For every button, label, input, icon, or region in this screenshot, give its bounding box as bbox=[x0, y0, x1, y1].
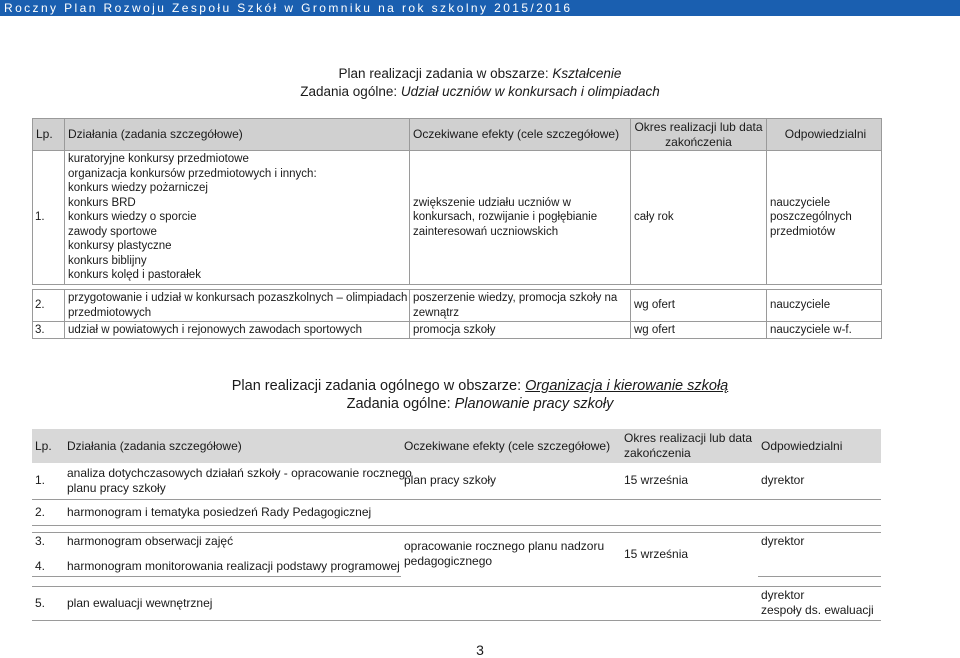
table-header-row bbox=[32, 429, 881, 463]
col-header-responsible: Odpowiedzialni bbox=[758, 429, 881, 463]
row-responsible: dyrektor bbox=[761, 473, 805, 488]
table-header-row bbox=[33, 119, 882, 151]
row-period: cały rok bbox=[631, 151, 767, 285]
row-responsible: nauczyciele bbox=[767, 290, 882, 322]
section2-subtitle: Zadania ogólne: Planowanie pracy szkoły bbox=[346, 396, 614, 412]
col-header-responsible: Odpowiedzialni bbox=[767, 119, 882, 151]
table-row bbox=[32, 463, 881, 499]
table-row bbox=[32, 532, 881, 550]
col-header-lp: Lp. bbox=[32, 429, 64, 463]
col-header-effects: Oczekiwane efekty (cele szczegółowe) bbox=[410, 119, 631, 151]
table-row bbox=[33, 151, 882, 285]
col-header-lp: Lp. bbox=[33, 119, 65, 151]
row-actions: harmonogram i tematyka posiedzeń Rady Pedagogicznej bbox=[64, 499, 881, 525]
row-period: wg ofert bbox=[631, 290, 767, 322]
section2-title: Plan realizacji zadania ogólnego w obszarze: Organizacja i kierowanie szkołą bbox=[231, 378, 729, 394]
row-period: 15 września bbox=[621, 532, 758, 576]
section2-table bbox=[32, 429, 881, 621]
row-effects: promocja szkoły bbox=[410, 322, 631, 339]
row-lp: 3. bbox=[32, 532, 64, 550]
section1-subtitle: Zadania ogólne: Udział uczniów w konkursach i olimpiadach bbox=[300, 84, 660, 99]
row-actions bbox=[65, 151, 410, 285]
list-item: konkurs BRD bbox=[68, 196, 136, 209]
list-item: konkurs wiedzy pożarniczej bbox=[68, 182, 208, 195]
table-row bbox=[33, 322, 882, 339]
list-item: konkurs biblijny bbox=[68, 254, 147, 267]
row-lp: 4. bbox=[32, 558, 64, 576]
row-lp: 2. bbox=[32, 499, 64, 525]
row-lp: 2. bbox=[33, 290, 65, 322]
row-lp: 5. bbox=[32, 586, 64, 620]
row-responsible: dyrektor zespoły ds. ewaluacji bbox=[758, 586, 881, 620]
row-period: 15 września bbox=[624, 473, 689, 488]
row-lp: 1. bbox=[33, 151, 65, 285]
list-item: zawody sportowe bbox=[68, 225, 157, 238]
section1-table bbox=[32, 118, 882, 339]
row-responsible: nauczyciele w-f. bbox=[767, 322, 882, 339]
list-item: organizacja konkursów przedmiotowych i innych: bbox=[68, 167, 317, 180]
row-responsible: dyrektor bbox=[758, 532, 881, 550]
row-effects: zwiększenie udziału uczniów w konkursach, rozwijanie i pogłębianie zainteresowań uczniowskich bbox=[410, 151, 631, 285]
row-period: wg ofert bbox=[631, 322, 767, 339]
row-actions: analiza dotychczasowych działań szkoły - opracowanie rocznego planu pracy szkoły bbox=[67, 465, 412, 495]
running-title: Roczny Plan Rozwoju Zespołu Szkół w Gromniku na rok szkolny 2015/2016 bbox=[4, 1, 573, 15]
row-actions: harmonogram obserwacji zajęć bbox=[64, 532, 401, 550]
list-item: konkurs wiedzy o sporcie bbox=[68, 211, 197, 224]
page-number: 3 bbox=[476, 642, 484, 658]
col-header-actions: Działania (zadania szczegółowe) bbox=[64, 429, 401, 463]
section1-title: Plan realizacji zadania w obszarze: Kształcenie bbox=[338, 66, 622, 81]
col-header-period: Okres realizacji lub data zakończenia bbox=[631, 119, 767, 151]
row-actions: plan ewaluacji wewnętrznej bbox=[64, 586, 401, 620]
list-item: kuratoryjne konkursy przedmiotowe bbox=[68, 153, 249, 166]
row-effects: poszerzenie wiedzy, promocja szkoły na zewnątrz bbox=[410, 290, 631, 322]
row-responsible: nauczyciele poszczególnych przedmiotów bbox=[767, 151, 882, 285]
row-lp: 1. bbox=[35, 473, 46, 488]
row-lp: 3. bbox=[33, 322, 65, 339]
list-item: konkurs kolęd i pastorałek bbox=[68, 269, 201, 282]
list-item: konkursy plastyczne bbox=[68, 240, 172, 253]
row-effects: opracowanie rocznego planu nadzoru pedagogicznego bbox=[401, 532, 621, 576]
row-actions: harmonogram monitorowania realizacji podstawy programowej bbox=[64, 558, 401, 576]
col-header-period: Okres realizacji lub data zakończenia bbox=[621, 429, 758, 463]
row-actions: udział w powiatowych i rejonowych zawodach sportowych bbox=[65, 322, 410, 339]
row-actions: przygotowanie i udział w konkursach pozaszkolnych – olimpiadach przedmiotowych bbox=[65, 290, 410, 322]
table-row bbox=[32, 499, 881, 525]
col-header-effects: Oczekiwane efekty (cele szczegółowe) bbox=[401, 429, 621, 463]
table-row bbox=[32, 586, 881, 620]
row-effects: plan pracy szkoły bbox=[404, 473, 497, 488]
table-row bbox=[33, 290, 882, 322]
col-header-actions: Działania (zadania szczegółowe) bbox=[65, 119, 410, 151]
